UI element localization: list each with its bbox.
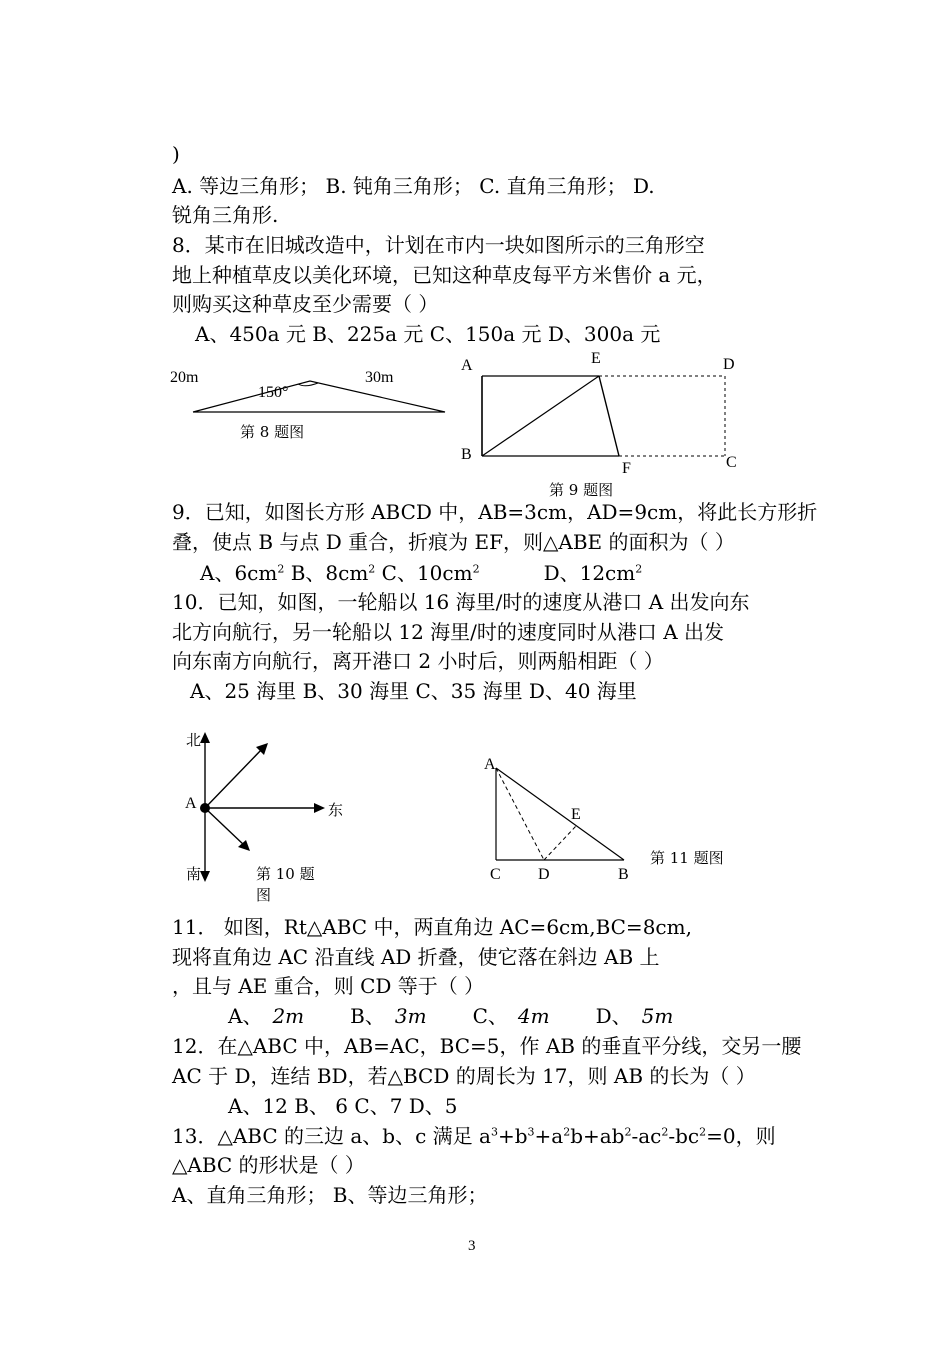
q8-side-left: 20m: [170, 369, 199, 386]
q10-northeast-line: [205, 748, 263, 808]
q9-label-b: B: [461, 446, 472, 463]
q8-triangle: [193, 381, 445, 412]
q9-label-a: A: [461, 357, 473, 374]
q8-line1: 8．某市在旧城改造中，计划在市内一块如图所示的三角形空: [172, 233, 705, 257]
q12-line2: AC 于 D，连结 BD，若△BCD 的周长为 17，则 AB 的长为（ ）: [172, 1064, 756, 1088]
q10-line3: 向东南方向航行，离开港口 2 小时后，则两船相距（ ）: [172, 649, 664, 673]
q9-sup-c: 2: [472, 562, 480, 576]
q13-sup1: 3: [490, 1125, 498, 1139]
q13-suffix: =0，则: [706, 1124, 776, 1148]
q13-term3: b+ab: [570, 1124, 625, 1148]
q13-term1: +b: [497, 1124, 528, 1148]
q9-option-d: D、12cm: [543, 561, 636, 585]
q8-side-right: 30m: [365, 369, 394, 386]
q9-options: [200, 561, 642, 585]
q11-options: [228, 1004, 673, 1028]
q11-option-d-value: 5m: [641, 1004, 674, 1028]
q9-line1: 9．已知，如图长方形 ABCD 中，AB=3cm，AD=9cm，将此长方形折: [172, 500, 818, 524]
q9-label-d: D: [723, 356, 735, 373]
q13-term4: -ac: [631, 1124, 662, 1148]
q7-options-cont: 锐角三角形.: [172, 203, 279, 227]
q11-side-ab: [496, 768, 624, 860]
q11-label-a: A: [484, 756, 496, 773]
q13-line1: [172, 1124, 776, 1148]
q9-line2: 叠，使点 B 与点 D 重合，折痕为 EF，则△ABE 的面积为（ ）: [172, 530, 735, 554]
q10-label-south: 南: [186, 865, 202, 883]
page-number: 3: [468, 1238, 476, 1254]
q10-options: A、25 海里 B、30 海里 C、35 海里 D、40 海里: [190, 679, 637, 703]
q13-sup5: 2: [661, 1125, 669, 1139]
q10-label-east: 东: [328, 801, 344, 819]
q9-segment-ef: [599, 376, 619, 456]
q9-sup-b: 2: [368, 562, 376, 576]
q11-line2: 现将直角边 AC 沿直线 AD 折叠，使它落在斜边 AB 上: [172, 945, 660, 969]
q7-options: A. 等边三角形； B. 钝角三角形； C. 直角三角形； D.: [172, 174, 655, 198]
q10-south-arrow: [200, 871, 210, 882]
q11-label-e: E: [571, 806, 581, 823]
q12-options: A、12 B、 6 C、7 D、5: [228, 1094, 458, 1118]
q8-triangle-svg: [190, 375, 450, 425]
q11-label-c: C: [490, 866, 501, 883]
q13-term5: -bc: [668, 1124, 700, 1148]
q11-option-a: A、: [228, 1004, 263, 1028]
q10-caption-line1: 第 10 题: [256, 865, 315, 883]
q11-label-d: D: [538, 866, 550, 883]
q11-label-b: B: [618, 866, 629, 883]
q10-east-arrow: [314, 803, 325, 813]
q10-line1: 10．已知，如图，一轮船以 16 海里/时的速度从港口 A 出发向东: [172, 590, 750, 614]
q9-sup-d: 2: [635, 562, 643, 576]
q10-line2: 北方向航行，另一轮船以 12 海里/时的速度同时从港口 A 出发: [172, 620, 725, 644]
q10-caption-line2: 图: [256, 886, 272, 904]
q11-option-b: B、: [350, 1004, 385, 1028]
q11-option-a-value: 2m: [272, 1004, 305, 1028]
q9-option-c: C、10cm: [375, 561, 473, 585]
q8-line3: 则购买这种草皮至少需要（ ）: [172, 292, 439, 316]
q8-line2: 地上种植草皮以美化环境，已知这种草皮每平方米售价 a 元，: [172, 263, 717, 287]
q11-line3: ，且与 AE 重合，则 CD 等于（ ）: [172, 974, 485, 998]
q12-line1: 12．在△ABC 中，AB=AC，BC=5，作 AB 的垂直平分线，交另一腰: [172, 1034, 802, 1058]
q8-options: A、450a 元 B、225a 元 C、150a 元 D、300a 元: [195, 322, 661, 346]
q13-options: A、直角三角形； B、等边三角形；: [172, 1183, 488, 1207]
q9-caption: 第 9 题图: [549, 481, 614, 499]
q11-option-c: C、: [472, 1004, 508, 1028]
q9-rectangle-svg: [478, 372, 738, 462]
q10-southeast-line: [205, 808, 245, 846]
q9-label-f: F: [622, 460, 631, 477]
q11-line1: 11． 如图，Rt△ABC 中，两直角边 AC=6cm,BC=8cm,: [172, 915, 692, 939]
q10-label-a: A: [185, 795, 197, 812]
q9-label-e: E: [591, 350, 601, 367]
q9-label-c: C: [726, 454, 737, 471]
q13-sup6: 2: [699, 1125, 707, 1139]
q11-option-c-value: 4m: [517, 1004, 550, 1028]
q11-caption: 第 11 题图: [650, 849, 724, 867]
q9-sup-a: 2: [277, 562, 285, 576]
q13-line2: △ABC 的形状是（ ）: [172, 1153, 365, 1177]
q9-option-b: B、8cm: [284, 561, 369, 585]
q13-prefix: 13．△ABC 的三边 a、b、c 满足 a: [172, 1124, 491, 1148]
q11-option-d: D、: [595, 1004, 632, 1028]
q10-label-north: 北: [186, 731, 202, 749]
q11-option-b-value: 3m: [394, 1004, 427, 1028]
q8-angle-label: 150°: [258, 384, 289, 401]
q9-option-a: A、6cm: [200, 561, 278, 585]
q13-sup2: 3: [527, 1125, 535, 1139]
q8-caption: 第 8 题图: [240, 423, 305, 441]
q10-north-arrow: [200, 732, 210, 743]
q10-port-point: [200, 803, 210, 813]
q11-fold-ad: [496, 768, 544, 860]
q9-segment-be: [482, 376, 599, 456]
q7-paren: ): [172, 142, 180, 166]
q13-sup3: 2: [563, 1125, 571, 1139]
q11-segment-de: [544, 826, 576, 860]
q11-triangle-svg: [492, 764, 632, 864]
q13-term2: +a: [534, 1124, 564, 1148]
q13-sup4: 2: [624, 1125, 632, 1139]
